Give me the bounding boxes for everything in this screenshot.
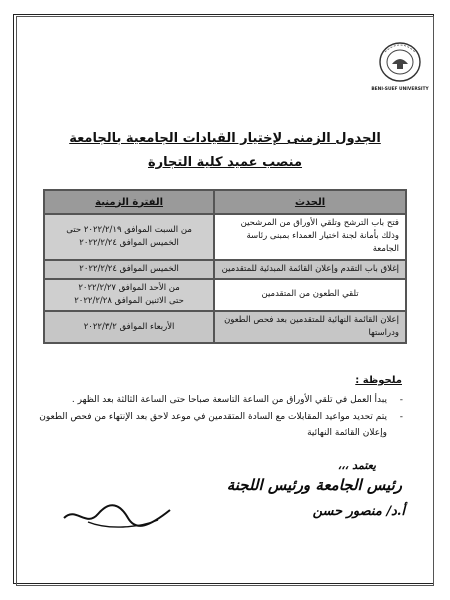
note-text: يبدأ العمل في تلقي الأوراق من الساعة التاسعة صباحا حتى الساعة الثالثة بعد الظهر . xyxy=(71,395,387,405)
approval-text: يعتمد ،،، xyxy=(337,459,376,472)
period-line: الخميس الموافق ٢٠٢٢/٢/٢٤ xyxy=(79,263,179,274)
row-period xyxy=(44,311,214,343)
row-period xyxy=(44,214,214,260)
period-line: حتى الاثنين الموافق ٢٠٢٢/٢/٢٨ xyxy=(74,295,184,306)
row-event: إغلاق باب التقدم وإعلان القائمة المبدئية للمتقدمين xyxy=(214,260,406,279)
page-subtitle: منصب عميد كلية التجارة xyxy=(147,155,303,170)
table-header-row xyxy=(44,190,406,214)
signatory-name: أ.د/ منصور حسن xyxy=(312,504,405,519)
header-event: الحدث xyxy=(214,190,406,214)
note-bullet: - xyxy=(399,395,403,405)
table-row xyxy=(44,279,406,311)
notes-list xyxy=(34,392,405,442)
row-event: إعلان القائمة النهائية للمتقدمين بعد فحص الطعون ودراستها xyxy=(214,311,406,343)
row-period xyxy=(44,279,214,311)
logo-text: BENI-SUEF UNIVERSITY xyxy=(371,87,429,92)
header-period: الفترة الزمنية xyxy=(44,190,214,214)
table-row xyxy=(44,260,406,279)
note-bullet: - xyxy=(399,411,403,422)
handwritten-signature-icon xyxy=(58,500,178,532)
notes-title: ملحوظة : xyxy=(355,375,402,386)
note-text: يتم تحديد مواعيد المقابلات مع السادة المتقدمين في موعد لاحق بعد الإنتهاء من فحص الطعون وإعلان القائمة النهائية xyxy=(39,411,387,439)
note-item xyxy=(34,392,405,409)
university-logo-icon xyxy=(371,40,429,94)
table-row xyxy=(44,311,406,343)
signatory-role: رئيس الجامعة ورئيس اللجنة xyxy=(226,476,402,494)
row-event: تلقي الطعون من المتقدمين xyxy=(214,279,406,311)
period-line: من الأحد الموافق ٢٠٢٢/٢/٢٧ xyxy=(78,282,180,293)
note-item xyxy=(34,409,405,442)
period-line: الأربعاء الموافق ٢٠٢٢/٣/٢ xyxy=(83,321,175,332)
period-line: الخميس الموافق ٢٠٢٢/٢/٢٤ xyxy=(79,237,179,248)
row-event: فتح باب الترشح وتلقي الأوراق من المرشحين وذلك بأمانة لجنة اختيار العمداء بمبنى رئاسة الجامعة xyxy=(214,214,406,260)
page-title: الجدول الزمنى لإختيار القيادات الجامعية بالجامعة xyxy=(69,131,381,146)
table-row xyxy=(44,214,406,260)
row-period xyxy=(44,260,214,279)
schedule-table xyxy=(43,189,407,344)
period-line: من السبت الموافق ٢٠٢٢/٢/١٩ حتى xyxy=(66,224,192,235)
